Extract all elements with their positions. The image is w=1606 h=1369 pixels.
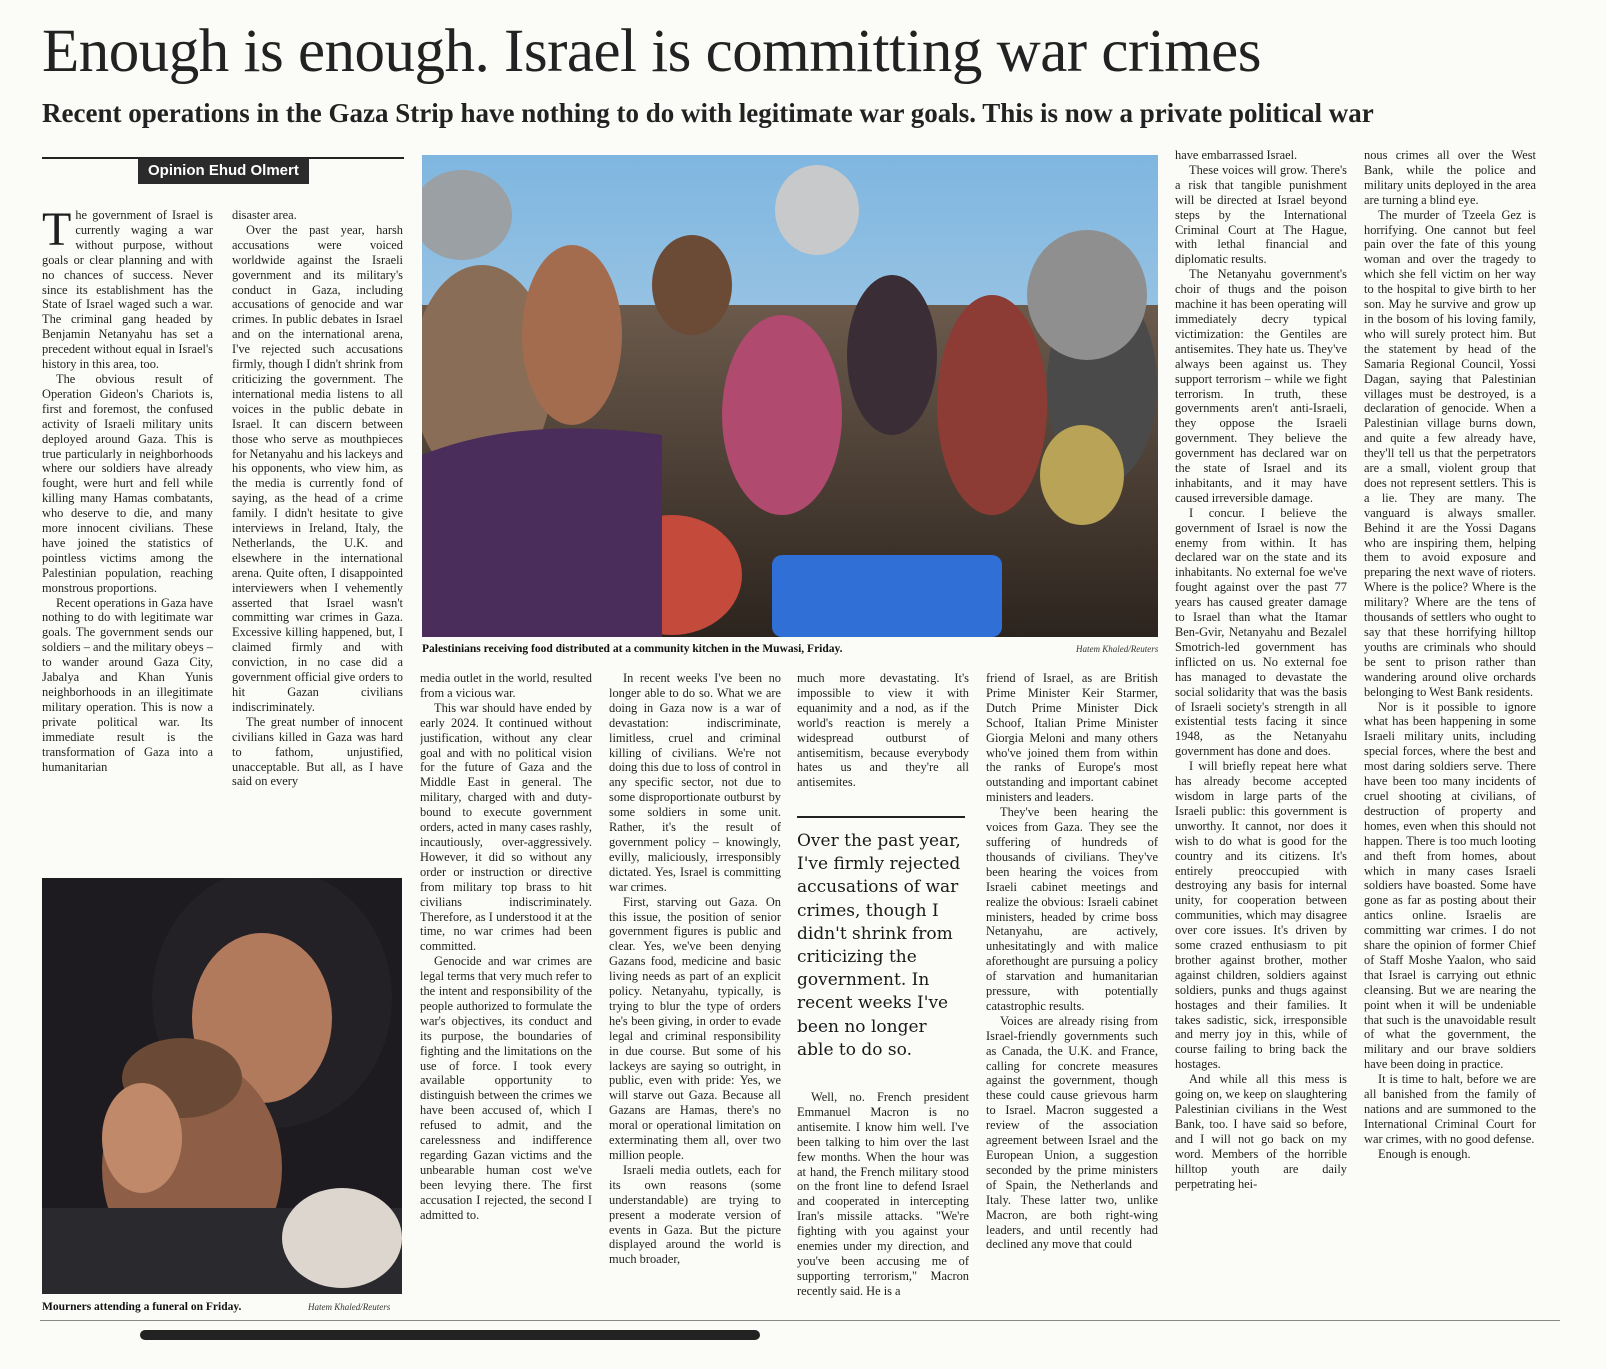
paragraph: First, starving out Gaza. On this issue, the position of senior government figures is public and clear. Yes, we've been denying Gazans food, medicine and basic living needs as part of an explicit policy. Netanyahu, typically, is trying to blur the type of orders he's been giving, in order to evade legal and criminal responsibility in due course. But some of his lackeys are saying so outright, in public, even with pride: Yes, we will starve out Gaza. Because all Gazans are Hamas, there's no moral or operational limitation on exterminating them all, over two million people.	[609, 894, 781, 1162]
main-photo-caption: Palestinians receiving food distributed at a community kitchen in the Muwasi, Friday.	[422, 643, 843, 655]
scroll-bar[interactable]	[140, 1330, 760, 1340]
paragraph: It is time to halt, before we are all banished from the family of nations and are summoned to the International Criminal Court for war crimes, with no good defense.	[1364, 1072, 1536, 1146]
paragraph: media outlet in the world, resulted from a vicious war.	[420, 671, 592, 700]
paragraph: Genocide and war crimes are legal terms that very much refer to the intent and responsibility of the people authorized to formulate the war's objectives, its conduct and its purpose, the boundaries of fighting and the limitations on the use of force. I took every available opportunity to distinguish between the crimes we have been accused of, which I refused to admit, and the carelessness and indifference regarding Gazan victims and the unbearable human cost we've been levying there. The first accusation I rejected, the second I admitted to.	[420, 954, 592, 1222]
paragraph: This war should have ended by early 2024. It continued without justification, without any clear goal and with no political vision for the future of Gaza and the Middle East in general. The military, charged with and duty-bound to execute government orders, acted in many cases rashly, incautiously, over-aggressively. However, it did so without any order or instruction or directive from military top brass to hit civilians indiscriminately. Therefore, as I understood it at the time, no war crimes had been committed.	[420, 700, 592, 954]
paragraph: I will briefly repeat here what has already become accepted wisdom in large parts of the Israeli public: this government is unworthy. It cannot, nor does it wish to do what is good for the country and its citizens. It's entirely preoccupied with destroying any basis for internal unity, for cooperation between communities, which may disagree over core issues. It's driven by some crazed enthusiasm to pit brother against brother, mother against children, soldiers against soldiers, punks and thugs against hostages and their families. It takes sadistic, sick, irresponsible and merry joy in this, while of course failing to bring back the hostages.	[1175, 759, 1347, 1072]
funeral-photo-caption: Mourners attending a funeral on Friday.	[42, 1301, 242, 1313]
paragraph: Voices are already rising from Israel-friendly governments such as Canada, the U.K. and France, calling for concrete measures against the government, though these could cause grievous harm to Israel. Macron suggested a review of the association agreement between Israel and the European Union, a suggestion seconded by the prime ministers of Spain, the Netherlands and Italy. These latter two, unlike Macron, are both right-wing leaders, and until recently had declined any move that could	[986, 1013, 1158, 1252]
column-2	[232, 208, 403, 874]
paragraph: The obvious result of Operation Gideon's Chariots is, first and foremost, the confused activity of Israeli military units deployed around Gaza. This is true particularly in neighborhoods where our soldiers have already fought, were hurt and fell while killing many Hamas combatants, who deserve to die, and many more innocent civilians. These have joined the statistics of pointless victims among the Palestinian population, reaching monstrous proportions.	[42, 371, 213, 595]
byline: Opinion Ehud Olmert	[138, 158, 309, 184]
main-photo	[422, 155, 1158, 637]
funeral-photo	[42, 878, 402, 1294]
column-5-bottom	[797, 1090, 969, 1317]
column-6	[986, 671, 1158, 1317]
paragraph: Israeli media outlets, each for its own reasons (some understandable) are trying to present a moderate version of events in Gaza. But the picture displayed around the world is much broader,	[609, 1162, 781, 1267]
standfirst: Recent operations in the Gaza Strip have nothing to do with legitimate war goals. This is now a private political war	[42, 98, 1374, 128]
column-8	[1364, 148, 1536, 1317]
pullquote: Over the past year, I've firmly rejected accusations of war crimes, though I didn't shrink from criticizing the government. In recent weeks I've been no longer able to do so.	[797, 831, 961, 1060]
headline: Enough is enough. Israel is committing war crimes	[42, 18, 1261, 85]
paragraph: much more devastating. It's impossible to view it with equanimity and a nod, as if the world's reaction is merely a widespread outburst of antisemitism, because everybody hates us and they're all antisemites.	[797, 671, 969, 790]
paragraph: The murder of Tzeela Gez is horrifying. One cannot but feel pain over the fate of this young woman and over the tragedy to which she fell victim on her way to the hospital to give birth to her son. May he survive and grow up in the bosom of his loving family, who will surely protect him. But the statement by head of the Samaria Regional Council, Yossi Dagan, saying that Palestinian villages must be destroyed, is a declaration of genocide. When a Palestinian village burns down, and quite a few already have, they'll tell us that the perpetrators are a small, violent group that does not represent settlers. This is a lie. They are many. The vanguard is always smaller. Behind it are the Yossi Dagans who are inspiring them, helping them to avoid exposure and preparing the next wave of rioters. Where is the police? Where is the military? Where are the tens of thousands of settlers who ought to say that these horrifying hilltop youths are criminals who should be sent to prison rather than wandering around olive orchards belonging to West Bank residents.	[1364, 207, 1536, 699]
paragraph: Enough is enough.	[1378, 1146, 1471, 1161]
main-photo-credit: Hatem Khaled/Reuters	[1076, 644, 1159, 654]
paragraph: The Netanyahu government's choir of thugs and the poison machine it has been operating will immediately decry typical victimization: the Gentiles are antisemites. They hate us. They've always been against us. They support terrorism – while we fight terrorism. In truth, these governments aren't anti-Israeli, they oppose the Israeli government. They believe the government has declared war on the state of Israel and its inhabitants, and it may have caused irreversible damage.	[1175, 267, 1347, 505]
food-distribution-image	[422, 155, 1158, 637]
column-7	[1175, 148, 1347, 1317]
column-4	[609, 671, 781, 1317]
paragraph: nous crimes all over the West Bank, while the police and military units deployed in the area are turning a blind eye.	[1364, 148, 1536, 207]
bottom-rule	[40, 1320, 1560, 1321]
paragraph: These voices will grow. There's a risk that tangible punishment will be directed at Israel beyond steps by the International Criminal Court at The Hague, with lethal financial and diplomatic results.	[1175, 162, 1347, 267]
paragraph: I concur. I believe the government of Israel is now the enemy from within. It has declared war on the state and its inhabitants. No external foe we've fought against over the past 77 years has caused greater damage to Israel than what the Itamar Ben-Gvir, Netanyahu and Bezalel Smotrich-led government has inflicted on us. No external foe has managed to devastate the social solidarity that was the basis of Israeli society's strength in all existential tests facing it since 1948, as the Netanyahu government has done and does.	[1175, 505, 1347, 759]
paragraph: Nor is it possible to ignore what has been happening in some Israeli military units, including special forces, where the best and most daring soldiers serve. There have been too many incidents of cruel shooting at civilians, of destruction of property and homes, even when this should not happen. There is too much looting and theft from homes, about which in many cases Israeli soldiers have boasted. Some have gone as far as posting about their antics online. Israelis are committing war crimes. I do not share the opinion of former Chief of Staff Moshe Yaalon, who said that Israel is carrying out ethnic cleansing. But we are nearing the point when it will be undeniable that such is the unavoidable result of what the government, the military and our brave soldiers have been doing in practice.	[1364, 699, 1536, 1072]
paragraph: The great number of innocent civilians killed in Gaza was hard to fathom, unjustified, unacceptable. But all, as I have said on every	[232, 714, 403, 789]
column-3	[420, 671, 592, 1317]
drop-cap: T	[42, 208, 72, 256]
paragraph: disaster area.	[232, 208, 297, 222]
paragraph: They've been hearing the voices from Gaza. They see the suffering of hundreds of thousands of civilians. They've been hearing the voices from Israeli cabinet meetings and realize the obvious: Israeli cabinet ministers, headed by crime boss Netanyahu, are actively, unhesitatingly and with malice aforethought are pursuing a policy of starvation and humanitarian pressure, with potentially catastrophic results.	[986, 805, 1158, 1013]
funeral-photo-credit: Hatem Khaled/Reuters	[308, 1302, 391, 1312]
paragraph: Recent operations in Gaza have nothing to do with legitimate war goals. The government sends our soldiers – and the military obeys – to wander around Gaza City, Jabalya and Khan Yunis neighborhoods in an illegitimate military operation. This is now a private political war. Its immediate result is the transformation of Gaza into a humanitarian	[42, 595, 213, 774]
mourners-image	[42, 878, 402, 1294]
paragraph: Over the past year, harsh accusations were voiced worldwide against the Israeli government and its military's conduct in Gaza, including accusations of genocide and war crimes. In public debates in Israel and on the international arena, I've rejected such accusations firmly, though I didn't shrink from criticizing the government. The international media listens to all voices in the public debate in Israel. It can discern between those who serve as mouthpieces for Netanyahu and his lackeys and his opponents, who view him, as the media is currently fond of saying, as the head of a crime family. I didn't hesitate to give interviews in Ireland, Italy, the Netherlands, the U.K. and elsewhere in the international arena. Quite often, I disappointed interviewers when I vehemently asserted that Israel wasn't committing war crimes in Gaza. Excessive killing happened, but, I claimed firmly and with conviction, in no case did a government official give orders to hit Gazan civilians indiscriminately.	[232, 222, 403, 714]
paragraph: The government of Israel is currently waging a war without purpose, without goals or clear planning and with no chances of success. Never since its establishment has the State of Israel waged such a war. The criminal gang headed by Benjamin Netanyahu has set a precedent without equal in Israel's history in this area, too.	[42, 208, 213, 372]
pullquote-rule	[797, 816, 965, 818]
paragraph: And while all this mess is going on, we keep on slaughtering Palestinian civilians in the West Bank, too. I have said so before, and I will not go back on my word. Members of the horrible hilltop youth are daily perpetrating hei-	[1175, 1072, 1347, 1191]
column-1	[42, 208, 213, 874]
paragraph: friend of Israel, as are British Prime Minister Keir Starmer, Dutch Prime Minister Dick Schoof, Italian Prime Minister Giorgia Meloni and many others who've joined them from within the ranks of Europe's most outstanding and important cabinet ministers and leaders.	[986, 671, 1158, 805]
paragraph: have embarrassed Israel.	[1175, 148, 1298, 162]
paragraph: Well, no. French president Emmanuel Macron is no antisemite. I know him well. I've been talking to him over the last few months. When the hour was at hand, the French military stood on the front line to defend Israel and cooperated in intercepting Iran's missile attacks. "We're fighting with you against your enemies under my direction, and you've been accusing me of supporting terrorism," Macron recently said. He is a	[797, 1090, 969, 1298]
column-5-top	[797, 671, 969, 806]
paragraph: In recent weeks I've been no longer able to do so. What we are doing in Gaza now is a war of devastation: indiscriminate, limitless, cruel and criminal killing of civilians. We're not doing this due to loss of control in any specific sector, not due to some disproportionate outburst by some soldiers in some unit. Rather, it's the result of government policy – knowingly, evilly, maliciously, irresponsibly dictated. Yes, Israel is committing war crimes.	[609, 671, 781, 894]
